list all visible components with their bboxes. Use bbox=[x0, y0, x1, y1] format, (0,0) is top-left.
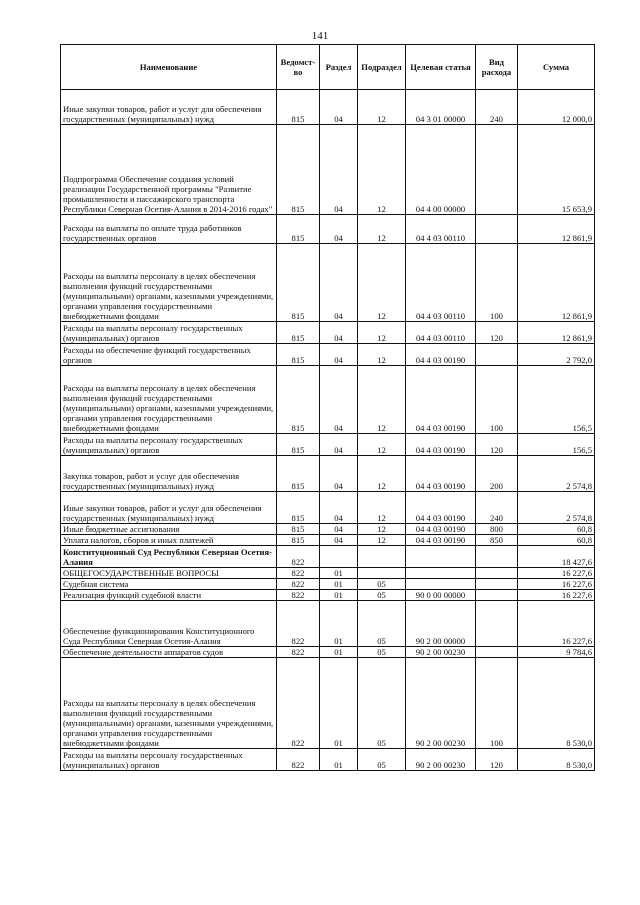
table-row bbox=[61, 456, 595, 492]
cell-section: 01 bbox=[320, 590, 358, 601]
cell-type bbox=[476, 344, 518, 366]
cell-sum: 9 784,6 bbox=[518, 647, 595, 658]
cell-name: Расходы на выплаты по оплате труда работников государственных органов bbox=[61, 215, 277, 244]
header-subsection: Подраздел bbox=[358, 45, 406, 90]
cell-type: 800 bbox=[476, 524, 518, 535]
cell-type: 240 bbox=[476, 492, 518, 524]
cell-target bbox=[406, 579, 476, 590]
cell-dept: 815 bbox=[277, 344, 320, 366]
cell-name: Иные закупки товаров, работ и услуг для обеспечения государственных (муниципальных) нужд bbox=[61, 90, 277, 125]
cell-target: 90 0 00 00000 bbox=[406, 590, 476, 601]
cell-target: 90 2 00 00230 bbox=[406, 647, 476, 658]
table-row bbox=[61, 125, 595, 215]
cell-sum: 8 530,0 bbox=[518, 749, 595, 771]
cell-sum: 156,5 bbox=[518, 366, 595, 434]
cell-type bbox=[476, 568, 518, 579]
header-dept: Ведомст-во bbox=[277, 45, 320, 90]
cell-subsection: 12 bbox=[358, 344, 406, 366]
cell-subsection: 12 bbox=[358, 125, 406, 215]
cell-sum: 15 653,9 bbox=[518, 125, 595, 215]
cell-type: 100 bbox=[476, 658, 518, 749]
cell-subsection: 05 bbox=[358, 590, 406, 601]
cell-type bbox=[476, 125, 518, 215]
cell-type: 200 bbox=[476, 456, 518, 492]
cell-target: 90 2 00 00000 bbox=[406, 601, 476, 647]
cell-subsection: 12 bbox=[358, 456, 406, 492]
cell-dept: 815 bbox=[277, 456, 320, 492]
cell-type bbox=[476, 590, 518, 601]
cell-target: 04 4 03 00190 bbox=[406, 344, 476, 366]
cell-dept: 822 bbox=[277, 658, 320, 749]
cell-section: 04 bbox=[320, 492, 358, 524]
table-row bbox=[61, 322, 595, 344]
cell-sum: 16 227,6 bbox=[518, 590, 595, 601]
cell-section: 04 bbox=[320, 535, 358, 546]
cell-target: 04 4 03 00110 bbox=[406, 244, 476, 322]
cell-subsection: 12 bbox=[358, 366, 406, 434]
cell-name: Закупка товаров, работ и услуг для обеспечения государственных (муниципальных) нужд bbox=[61, 456, 277, 492]
cell-sum: 12 000,0 bbox=[518, 90, 595, 125]
cell-subsection: 12 bbox=[358, 535, 406, 546]
cell-subsection: 12 bbox=[358, 492, 406, 524]
cell-sum: 60,8 bbox=[518, 535, 595, 546]
table-row bbox=[61, 601, 595, 647]
cell-dept: 815 bbox=[277, 366, 320, 434]
header-row bbox=[61, 45, 595, 90]
cell-sum: 12 861,9 bbox=[518, 244, 595, 322]
cell-name: Расходы на обеспечение функций государственных органов bbox=[61, 344, 277, 366]
cell-sum: 16 227,6 bbox=[518, 579, 595, 590]
cell-dept: 822 bbox=[277, 647, 320, 658]
cell-name: Расходы на выплаты персоналу государственных (муниципальных) органов bbox=[61, 749, 277, 771]
cell-section bbox=[320, 546, 358, 568]
cell-dept: 815 bbox=[277, 125, 320, 215]
cell-subsection bbox=[358, 568, 406, 579]
cell-dept: 822 bbox=[277, 568, 320, 579]
cell-subsection: 12 bbox=[358, 524, 406, 535]
cell-section: 04 bbox=[320, 90, 358, 125]
cell-section: 04 bbox=[320, 344, 358, 366]
table-row bbox=[61, 568, 595, 579]
cell-section: 01 bbox=[320, 579, 358, 590]
cell-sum: 16 227,6 bbox=[518, 601, 595, 647]
cell-section: 04 bbox=[320, 322, 358, 344]
table-row bbox=[61, 244, 595, 322]
cell-subsection: 12 bbox=[358, 215, 406, 244]
page-number: 141 bbox=[311, 30, 329, 42]
table-row bbox=[61, 90, 595, 125]
table-row bbox=[61, 366, 595, 434]
cell-name: Расходы на выплаты персоналу государственных (муниципальных) органов bbox=[61, 322, 277, 344]
table-row bbox=[61, 492, 595, 524]
cell-type bbox=[476, 579, 518, 590]
cell-type: 120 bbox=[476, 322, 518, 344]
cell-sum: 156,5 bbox=[518, 434, 595, 456]
table-row bbox=[61, 579, 595, 590]
cell-target: 04 4 03 00190 bbox=[406, 456, 476, 492]
cell-sum: 8 530,0 bbox=[518, 658, 595, 749]
cell-sum: 2 792,0 bbox=[518, 344, 595, 366]
cell-type: 100 bbox=[476, 244, 518, 322]
cell-section: 04 bbox=[320, 456, 358, 492]
cell-section: 01 bbox=[320, 647, 358, 658]
table-row bbox=[61, 524, 595, 535]
cell-target: 04 4 03 00190 bbox=[406, 524, 476, 535]
cell-name: Расходы на выплаты персоналу государственных (муниципальных) органов bbox=[61, 434, 277, 456]
cell-name: Подпрограмма Обеспечение создания условий реализации Государственной программы "Развитие промышленности и пассажирского транспорта Республики Северная Осетия-Алания в 2014-2016 годах" bbox=[61, 125, 277, 215]
cell-section: 04 bbox=[320, 215, 358, 244]
cell-dept: 815 bbox=[277, 434, 320, 456]
cell-target: 04 4 03 00110 bbox=[406, 215, 476, 244]
cell-dept: 822 bbox=[277, 579, 320, 590]
header-name: Наименование bbox=[61, 45, 277, 90]
cell-type: 100 bbox=[476, 366, 518, 434]
cell-name: Реализация функций судебной власти bbox=[61, 590, 277, 601]
cell-dept: 815 bbox=[277, 524, 320, 535]
cell-name: Обеспечение деятельности аппаратов судов bbox=[61, 647, 277, 658]
cell-section: 04 bbox=[320, 244, 358, 322]
header-sum: Сумма bbox=[518, 45, 595, 90]
cell-target: 04 4 03 00190 bbox=[406, 366, 476, 434]
cell-type bbox=[476, 647, 518, 658]
cell-sum: 2 574,8 bbox=[518, 456, 595, 492]
cell-section: 01 bbox=[320, 658, 358, 749]
cell-subsection: 12 bbox=[358, 434, 406, 456]
cell-subsection: 12 bbox=[358, 322, 406, 344]
cell-section: 04 bbox=[320, 434, 358, 456]
table-row bbox=[61, 658, 595, 749]
cell-subsection bbox=[358, 546, 406, 568]
cell-subsection: 05 bbox=[358, 601, 406, 647]
cell-subsection: 12 bbox=[358, 90, 406, 125]
cell-type bbox=[476, 601, 518, 647]
cell-target: 04 4 00 00000 bbox=[406, 125, 476, 215]
cell-target: 04 3 01 00000 bbox=[406, 90, 476, 125]
cell-target: 90 2 00 00230 bbox=[406, 658, 476, 749]
cell-name: Иные бюджетные ассигнования bbox=[61, 524, 277, 535]
cell-target: 90 2 00 00230 bbox=[406, 749, 476, 771]
table-row bbox=[61, 647, 595, 658]
budget-table bbox=[60, 44, 595, 771]
cell-dept: 815 bbox=[277, 90, 320, 125]
cell-name: ОБЩЕГОСУДАРСТВЕННЫЕ ВОПРОСЫ bbox=[61, 568, 277, 579]
cell-dept: 822 bbox=[277, 546, 320, 568]
cell-sum: 12 861,9 bbox=[518, 215, 595, 244]
cell-section: 01 bbox=[320, 749, 358, 771]
cell-dept: 822 bbox=[277, 590, 320, 601]
cell-name: Судебная система bbox=[61, 579, 277, 590]
cell-type bbox=[476, 215, 518, 244]
cell-section: 04 bbox=[320, 125, 358, 215]
cell-section: 04 bbox=[320, 366, 358, 434]
cell-subsection: 12 bbox=[358, 244, 406, 322]
cell-subsection: 05 bbox=[358, 647, 406, 658]
cell-subsection: 05 bbox=[358, 749, 406, 771]
cell-dept: 815 bbox=[277, 322, 320, 344]
cell-name: Расходы на выплаты персоналу в целях обеспечения выполнения функций государственными (муниципальными) органами, казенными учреждениями, органами управления государственными внебюджетными фондами bbox=[61, 658, 277, 749]
cell-section: 04 bbox=[320, 524, 358, 535]
cell-dept: 822 bbox=[277, 601, 320, 647]
cell-target bbox=[406, 546, 476, 568]
cell-name: Расходы на выплаты персоналу в целях обеспечения выполнения функций государственными (муниципальными) органами, казенными учреждениями, органами управления государственными внебюджетными фондами bbox=[61, 244, 277, 322]
cell-dept: 815 bbox=[277, 244, 320, 322]
cell-sum: 12 861,9 bbox=[518, 322, 595, 344]
table-row bbox=[61, 344, 595, 366]
cell-sum: 18 427,6 bbox=[518, 546, 595, 568]
cell-type: 240 bbox=[476, 90, 518, 125]
cell-section: 01 bbox=[320, 568, 358, 579]
cell-type bbox=[476, 546, 518, 568]
header-type: Вид расхода bbox=[476, 45, 518, 90]
cell-type: 120 bbox=[476, 749, 518, 771]
cell-name: Обеспечение функционирования Конституционного Суда Республики Северная Осетия-Алания bbox=[61, 601, 277, 647]
cell-name: Расходы на выплаты персоналу в целях обеспечения выполнения функций государственными (муниципальными) органами, казенными учреждениями, органами управления государственными внебюджетными фондами bbox=[61, 366, 277, 434]
cell-name: Уплата налогов, сборов и иных платежей bbox=[61, 535, 277, 546]
cell-sum: 16 227,6 bbox=[518, 568, 595, 579]
table-row bbox=[61, 215, 595, 244]
cell-dept: 822 bbox=[277, 749, 320, 771]
cell-target bbox=[406, 568, 476, 579]
table-row bbox=[61, 590, 595, 601]
cell-subsection: 05 bbox=[358, 658, 406, 749]
cell-dept: 815 bbox=[277, 492, 320, 524]
cell-sum: 60,8 bbox=[518, 524, 595, 535]
table-row bbox=[61, 546, 595, 568]
cell-section: 01 bbox=[320, 601, 358, 647]
cell-target: 04 4 03 00190 bbox=[406, 492, 476, 524]
cell-target: 04 4 03 00190 bbox=[406, 535, 476, 546]
table-row bbox=[61, 434, 595, 456]
cell-name: Конституционный Суд Республики Северная Осетия-Алания bbox=[61, 546, 277, 568]
cell-type: 850 bbox=[476, 535, 518, 546]
cell-type: 120 bbox=[476, 434, 518, 456]
cell-subsection: 05 bbox=[358, 579, 406, 590]
cell-dept: 815 bbox=[277, 535, 320, 546]
cell-dept: 815 bbox=[277, 215, 320, 244]
cell-name: Иные закупки товаров, работ и услуг для обеспечения государственных (муниципальных) нужд bbox=[61, 492, 277, 524]
header-target: Целевая статья bbox=[406, 45, 476, 90]
header-section: Раздел bbox=[320, 45, 358, 90]
table-row bbox=[61, 535, 595, 546]
table-row bbox=[61, 749, 595, 771]
cell-target: 04 4 03 00190 bbox=[406, 434, 476, 456]
cell-target: 04 4 03 00110 bbox=[406, 322, 476, 344]
cell-sum: 2 574,8 bbox=[518, 492, 595, 524]
